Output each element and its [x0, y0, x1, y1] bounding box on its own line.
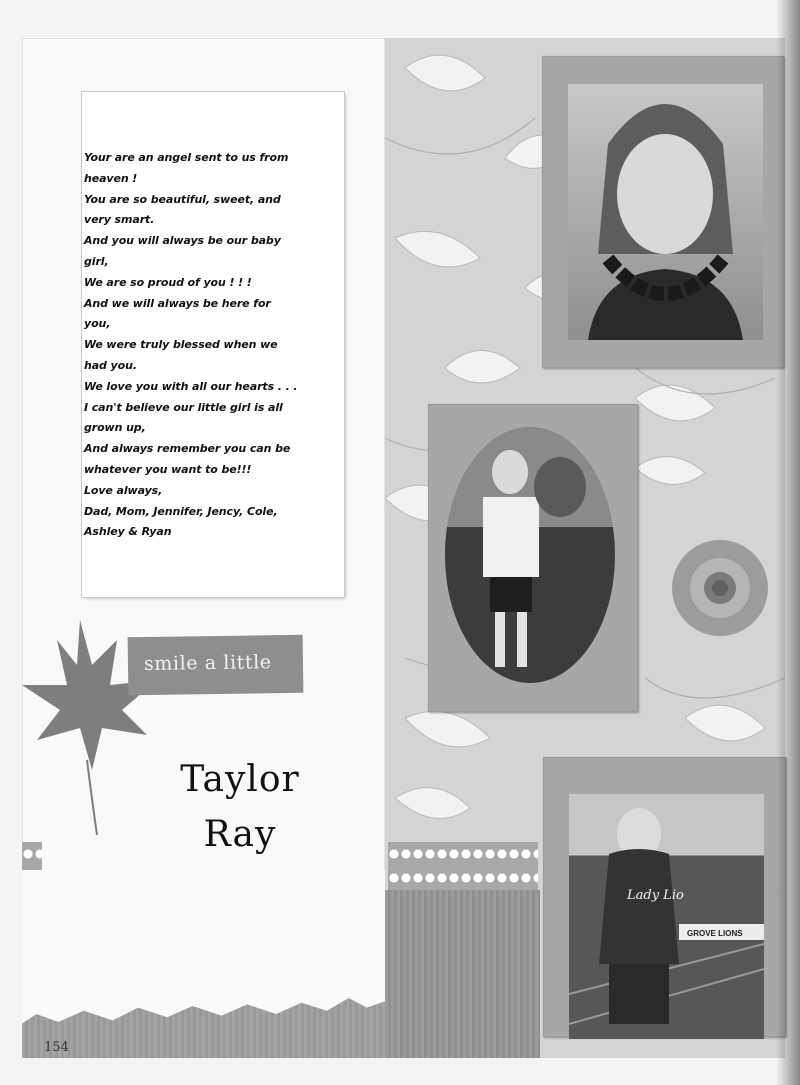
track-photo [569, 794, 764, 1039]
poem-line: Dad, Mom, Jennifer, Jency, Cole, [84, 504, 278, 518]
page-number: 154 [44, 1040, 69, 1055]
tag-text: smile a little [143, 651, 272, 675]
poem-line: And we will always be here for [84, 296, 271, 310]
poem-line: very smart. [84, 213, 155, 227]
poem-line: And always remember you can be [84, 442, 291, 456]
child-photo [445, 427, 615, 683]
poem-line: grown up, [84, 421, 146, 435]
poem-line: had you. [84, 358, 137, 372]
corrugated-block [385, 890, 540, 1058]
poem-line: Love always, [84, 483, 163, 497]
poem-line: We are so proud of you ! ! ! [84, 275, 252, 289]
poem-text [84, 148, 342, 543]
poem-line: whatever you want to be!!! [84, 462, 252, 476]
poem-line: You are so beautiful, sweet, and [84, 192, 281, 206]
poem-line: Ashley & Ryan [84, 525, 172, 539]
photo-frame-portrait [542, 56, 784, 368]
portrait-photo [568, 84, 763, 340]
daisy-flower-icon [672, 540, 768, 636]
middle-name: Ray [203, 814, 277, 855]
poem-card [82, 92, 344, 597]
torn-paper [22, 870, 385, 1030]
smile-tag [128, 635, 304, 695]
poem-line: Your are an angel sent to us from [84, 151, 289, 164]
jersey-text: Lady Lio [627, 888, 684, 903]
poem-line: We were truly blessed when we [84, 338, 278, 352]
stadium-sign: GROVE LIONS [687, 929, 743, 938]
lace-trim [388, 842, 538, 890]
poem-line: girl, [84, 254, 109, 268]
poem-line: I can't believe our little girl is all [84, 400, 283, 414]
poem-line: heaven ! [84, 171, 138, 185]
poem-line: We love you with all our hearts . . . [84, 379, 298, 393]
first-name: Taylor [180, 759, 300, 800]
binding-shadow [776, 0, 800, 1085]
photo-frame-track [543, 757, 786, 1037]
photo-frame-child [428, 404, 638, 712]
poem-line: And you will always be our baby [84, 234, 281, 248]
poem-line: you, [84, 317, 111, 331]
